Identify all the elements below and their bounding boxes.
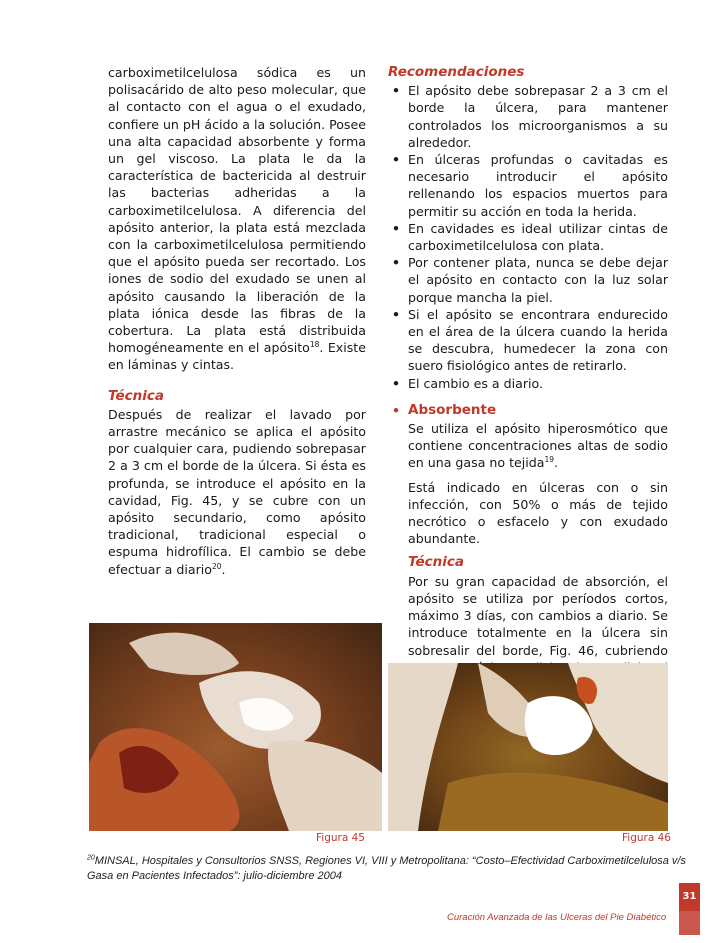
recomendaciones-list — [388, 82, 668, 392]
absorbente-tecnica-heading: Técnica — [408, 554, 464, 571]
figure-46-photo — [388, 663, 668, 831]
bullet-icon: • — [392, 306, 401, 322]
figure-46-illustration — [388, 663, 668, 831]
absorbente-tecnica-paragraph: Por su gran capacidad de absorción, el apósito se utiliza por períodos cortos, máximo 3 días, con cambios a diario. Se introduce totalmente en la úlcera sin sobresalir del borde, Fig. 46, cubriendo — [408, 573, 668, 658]
bullet-icon: • — [392, 152, 401, 168]
list-item: • Si el apósito se encontrara endurecido en el área de la úlcera cuando la herida se descubra, humedecer la zona con suero fisiológico antes de retirarlo. — [392, 306, 668, 374]
footnote: $^{20}$MINSAL, Hospitales y Consultorios SNSS, Regiones VI, VIII y Metropolitana: “Costo–Efectividad Carboximetilcelulosa v/s Gasa en Pacientes Infectados”: julio-diciembre 2004 — [87, 854, 686, 882]
absorbente-paragraph-1: Se utiliza el apósito hiperosmótico que contiene concentraciones altas de sodio en una gasa no tejida$^{19}$. — [408, 421, 668, 471]
right-column — [388, 64, 668, 693]
figure-45-caption: Figura 45 — [316, 832, 365, 844]
absorbente-paragraph-2: Está indicado en úlceras con o sin infección, con 50% o más de tejido necrótico o esfacelo y con exudado abundante. — [408, 479, 668, 547]
page-number: 31 — [679, 883, 700, 911]
bullet-icon: • — [392, 402, 401, 418]
bullet-icon: • — [392, 375, 401, 391]
intro-paragraph: carboximetilcelulosa sódica es un polisacárido de alto peso molecular, que al contacto con el agua o el exudado, confiere un pH ácido a la solución. Posee una alta capacidad absorbente y forma un gel viscoso. La plata le da la característica de bactericida al destruir las bacterias adheridas a la carboximetilcelulosa. A diferencia del apósito anterior, la plata está mezclada con la carboximetilcelulosa permitiendo que el apósito pueda ser recortado. Los iones de sodio del exudado se unen al apósito causando la liberación de la plata iónica desde las fibras de la cobertura. La plata está distribuida homogéneamente en el apósito$^{18}$. Existe en láminas y cintas. — [108, 65, 366, 373]
figure-46-caption: Figura 46 — [622, 832, 671, 844]
list-item: • El apósito debe sobrepasar 2 a 3 cm el borde la úlcera, para mantener controlados los microorganismos a su alrededor. — [392, 83, 668, 150]
list-item: • Por contener plata, nunca se debe dejar el apósito en contacto con la luz solar porque mancha la piel. — [392, 255, 668, 305]
bullet-icon: • — [392, 220, 401, 236]
tecnica-heading: Técnica — [108, 387, 164, 404]
figure-45-photo — [89, 623, 382, 831]
page-number-tab — [679, 911, 700, 935]
bullet-icon: • — [392, 83, 401, 99]
absorbente-section — [388, 402, 668, 693]
list-item: • En úlceras profundas o cavitadas es necesario introducir el apósito rellenando los espacios muertos para permitir su acción en toda la herida. — [392, 152, 668, 219]
list-item: • El cambio es a diario. — [392, 375, 543, 391]
running-footer: Curación Avanzada de las Ulceras del Pie Diabético — [447, 912, 667, 923]
absorbente-heading: Absorbente — [408, 401, 497, 418]
recomendaciones-heading: Recomendaciones — [388, 64, 525, 80]
tecnica-paragraph: Después de realizar el lavado por arrastre mecánico se aplica el apósito por cualquier cara, pudiendo sobrepasar 2 a 3 cm el borde de la úlcera. Si ésta es profunda, se introduce el apósito en la cavidad, Fig. 45, y se cubre con un apósito secundario, como apósito tradicional, tradicional especial o espuma hidrofílica. El cambio se debe efectuar a diario$^{20}$. — [108, 406, 366, 577]
figure-45-illustration — [89, 623, 382, 831]
left-column — [108, 64, 366, 578]
bullet-icon: • — [392, 255, 401, 271]
list-item: • En cavidades es ideal utilizar cintas de carboximetilcelulosa con plata. — [392, 220, 668, 254]
